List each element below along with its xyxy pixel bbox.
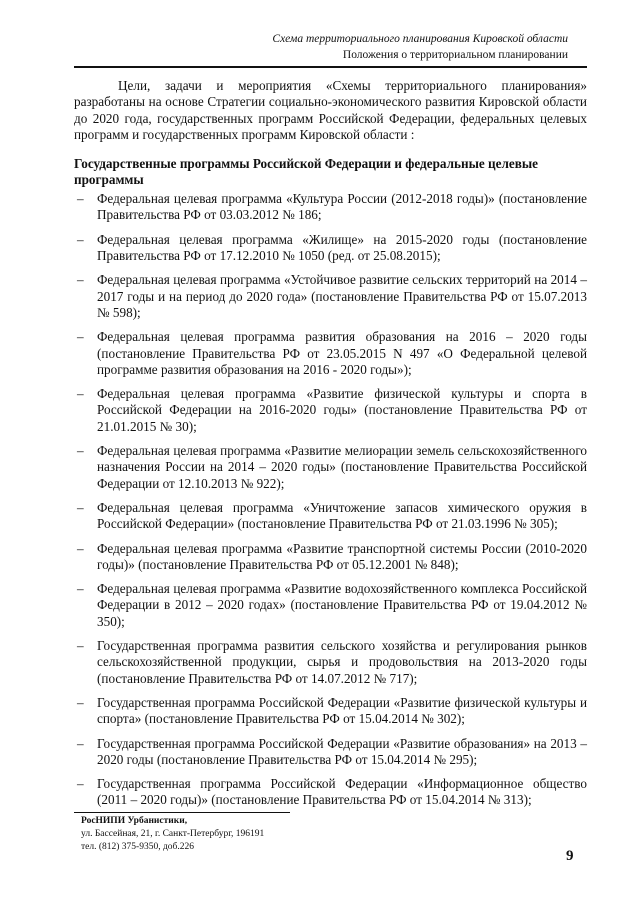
- list-dash: –: [77, 581, 84, 597]
- footer-divider: [74, 812, 290, 813]
- list-item: [74, 191, 587, 224]
- list-item-text: Государственная программа Российской Федерации «Развитие физической культуры и спорта» (постановление Правительства РФ от 15.04.2014 № 302);: [97, 694, 587, 727]
- list-item-text: Федеральная целевая программа «Развитие водохозяйственного комплекса Российской Федерации в 2012 – 2020 годах» (постановление Правительства РФ от 19.04.2012 № 350);: [97, 581, 587, 629]
- list-item: [74, 581, 587, 630]
- list-item-text: Федеральная целевая программа «Уничтожение запасов химического оружия в Российской Федерации» (постановление Правительства РФ от 21.03.1996 № 305);: [97, 499, 587, 532]
- list-item-text: Федеральная целевая программа «Развитие транспортной системы России (2010-2020 годы)» (постановление Правительства РФ от 05.12.2001 № 848);: [97, 540, 587, 572]
- list-dash: –: [77, 735, 84, 751]
- footer-address: ул. Бассейная, 21, г. Санкт-Петербург, 196191: [81, 829, 265, 839]
- list-dash: –: [77, 638, 84, 654]
- list-item-text: Федеральная целевая программа «Развитие физической культуры и спорта в Российской Федерации на 2016-2020 годы» (постановление Правительства РФ от 21.01.2015 № 30);: [97, 386, 587, 434]
- list-item: [74, 541, 587, 574]
- list-item: [74, 500, 587, 533]
- program-list: [74, 191, 587, 809]
- list-item: [74, 695, 587, 728]
- list-item: [74, 443, 587, 492]
- list-dash: –: [77, 386, 84, 402]
- section-heading: Государственные программы Российской Федерации и федеральные целевые программы: [74, 156, 539, 188]
- list-item-text: Федеральная целевая программа «Культура России (2012-2018 годы)» (постановление Правительства РФ от 03.03.2012 № 186;: [97, 191, 587, 223]
- list-item-text: Государственная программа Российской Федерации «Информационное общество (2011 – 2020 годы)» (постановление Правительства РФ от 15.04.2014 № 313);: [97, 776, 587, 808]
- list-item: [74, 329, 587, 378]
- list-item-text: Федеральная целевая программа развития образования на 2016 – 2020 годы (постановление Правительства РФ от 23.05.2015 N 497 «О Федеральной целевой программе развития образования на 2016 - 2020 годы»);: [97, 329, 587, 377]
- list-item: [74, 736, 587, 769]
- page-number: 9: [566, 848, 574, 864]
- list-dash: –: [77, 272, 84, 288]
- document-title: Схема территориального планирования Кировской области: [272, 33, 568, 45]
- list-dash: –: [77, 499, 84, 515]
- footer-organization: РосНИПИ Урбанистики,: [81, 816, 188, 826]
- list-item: [74, 232, 587, 265]
- list-item-text: Федеральная целевая программа «Развитие мелиорации земель сельскохозяйственного назначения России на 2014 – 2020 годы» (постановление Правительства Российской Федерации от 12.10.2013 № 922);: [97, 443, 587, 491]
- document-subtitle: Положения о территориальном планировании: [342, 49, 568, 61]
- list-item: [74, 638, 587, 687]
- list-item-text: Федеральная целевая программа «Устойчивое развитие сельских территорий на 2014 – 2017 годы и на период до 2020 года» (постановление Правительства РФ от 15.07.2013 № 598);: [97, 272, 587, 320]
- list-dash: –: [77, 443, 84, 459]
- page-body: [74, 78, 587, 817]
- list-item-text: Государственная программа развития сельского хозяйства и регулирования рынков сельскохозяйственной продукции, сырья и продовольствия на 2013-2020 годы (постановление Правительства РФ от 14.07.2012 № 717);: [97, 638, 587, 686]
- list-item-text: Федеральная целевая программа «Жилище» на 2015-2020 годы (постановление Правительства РФ от 17.12.2010 № 1050 (ред. от 25.08.2015);: [97, 231, 587, 264]
- footer-phone: тел. (812) 375-9350, доб.226: [81, 842, 195, 852]
- header-divider: [74, 66, 587, 68]
- intro-paragraph: Цели, задачи и мероприятия «Схемы территориального планирования» разработаны на основе Стратегии социально-экономического развития Кировской области до 2020 года, государственных программ Российской Федерации, федеральных целевых программ и государственных программ Кировской области :: [74, 78, 587, 142]
- footer: [81, 815, 264, 854]
- list-dash: –: [77, 776, 84, 792]
- list-dash: –: [77, 329, 84, 345]
- list-dash: –: [77, 231, 84, 247]
- list-dash: –: [77, 694, 84, 710]
- list-item-text: Государственная программа Российской Федерации «Развитие образования» на 2013 – 2020 годы (постановление Правительства РФ от 15.04.2014 № 295);: [97, 735, 587, 767]
- list-item: [74, 776, 587, 809]
- list-dash: –: [77, 540, 84, 556]
- list-item: [74, 386, 587, 435]
- list-dash: –: [77, 191, 84, 207]
- running-header: [78, 32, 568, 63]
- list-item: [74, 272, 587, 321]
